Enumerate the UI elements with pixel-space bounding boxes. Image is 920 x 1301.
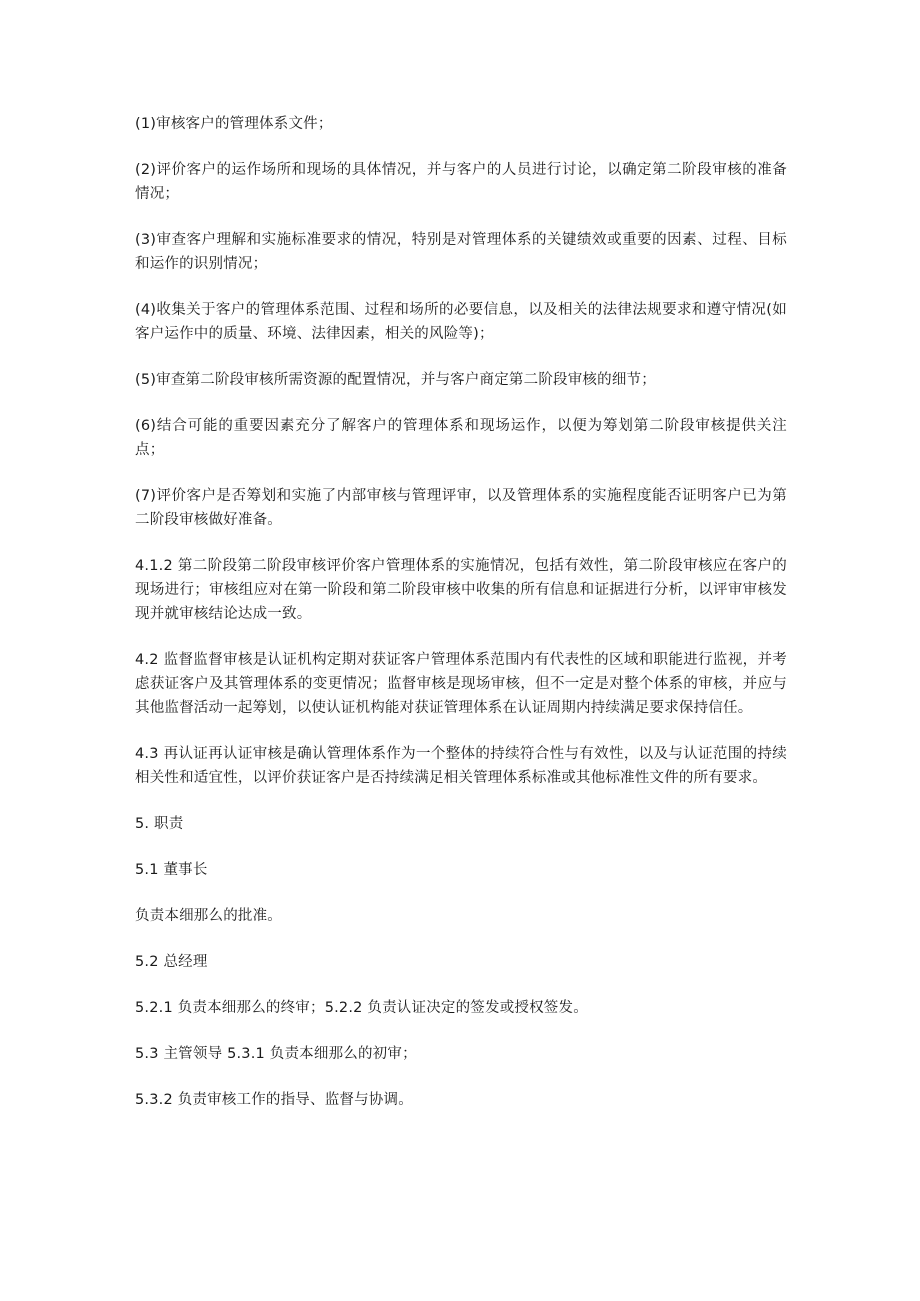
paragraph-stage1-item-3: (3)审查客户理解和实施标准要求的情况，特别是对管理体系的关键绩效或重要的因素、过程、目标和运作的识别情况； <box>135 232 787 272</box>
paragraph-section-4-1-2: 4.1.2 第二阶段第二阶段审核评价客户管理体系的实施情况，包括有效性，第二阶段审核应在客户的现场进行；审核组应对在第一阶段和第二阶段审核中收集的所有信息和证据进行分析，以评审审核发现并就审核结论达成一致。 <box>135 558 787 622</box>
document-body <box>135 112 787 1134</box>
paragraph-section-5-2-1: 5.2.1 负责本细那么的终审；5.2.2 负责认证决定的签发或授权签发。 <box>135 1000 588 1016</box>
paragraph-section-4-2: 4.2 监督监督审核是认证机构定期对获证客户管理体系范围内有代表性的区域和职能进行监视，并考虑获证客户及其管理体系的变更情况；监督审核是现场审核，但不一定是对整个体系的审核，并应与其他监督活动一起筹划，以使认证机构能对获证管理体系在认证周期内持续满足要求保持信任。 <box>135 652 787 716</box>
heading-section-5: 5. 职责 <box>135 816 184 832</box>
paragraph-section-5-3-2: 5.3.2 负责审核工作的指导、监督与协调。 <box>135 1092 413 1108</box>
paragraph-stage1-item-7: (7)评价客户是否筹划和实施了内部审核与管理评审，以及管理体系的实施程度能否证明客户已为第二阶段审核做好准备。 <box>135 488 787 528</box>
heading-section-5-1: 5.1 董事长 <box>135 862 208 878</box>
paragraph-stage1-item-2: (2)评价客户的运作场所和现场的具体情况，并与客户的人员进行讨论，以确定第二阶段审核的准备情况； <box>135 162 787 202</box>
paragraph-stage1-item-6: (6)结合可能的重要因素充分了解客户的管理体系和现场运作，以便为筹划第二阶段审核提供关注点； <box>135 418 787 458</box>
paragraph-section-5-3: 5.3 主管领导 5.3.1 负责本细那么的初审； <box>135 1046 417 1062</box>
paragraph-stage1-item-5: (5)审查第二阶段审核所需资源的配置情况，并与客户商定第二阶段审核的细节； <box>135 372 656 388</box>
heading-section-5-2: 5.2 总经理 <box>135 954 208 970</box>
paragraph-stage1-item-1: (1)审核客户的管理体系文件； <box>135 116 333 132</box>
paragraph-section-5-1-body: 负责本细那么的批准。 <box>135 908 282 924</box>
paragraph-section-4-3: 4.3 再认证再认证审核是确认管理体系作为一个整体的持续符合性与有效性，以及与认证范围的持续相关性和适宜性，以评价获证客户是否持续满足相关管理体系标准或其他标准性文件的所有要求。 <box>135 746 787 786</box>
paragraph-stage1-item-4: (4)收集关于客户的管理体系范围、过程和场所的必要信息，以及相关的法律法规要求和遵守情况(如客户运作中的质量、环境、法律因素，相关的风险等)； <box>135 302 787 342</box>
